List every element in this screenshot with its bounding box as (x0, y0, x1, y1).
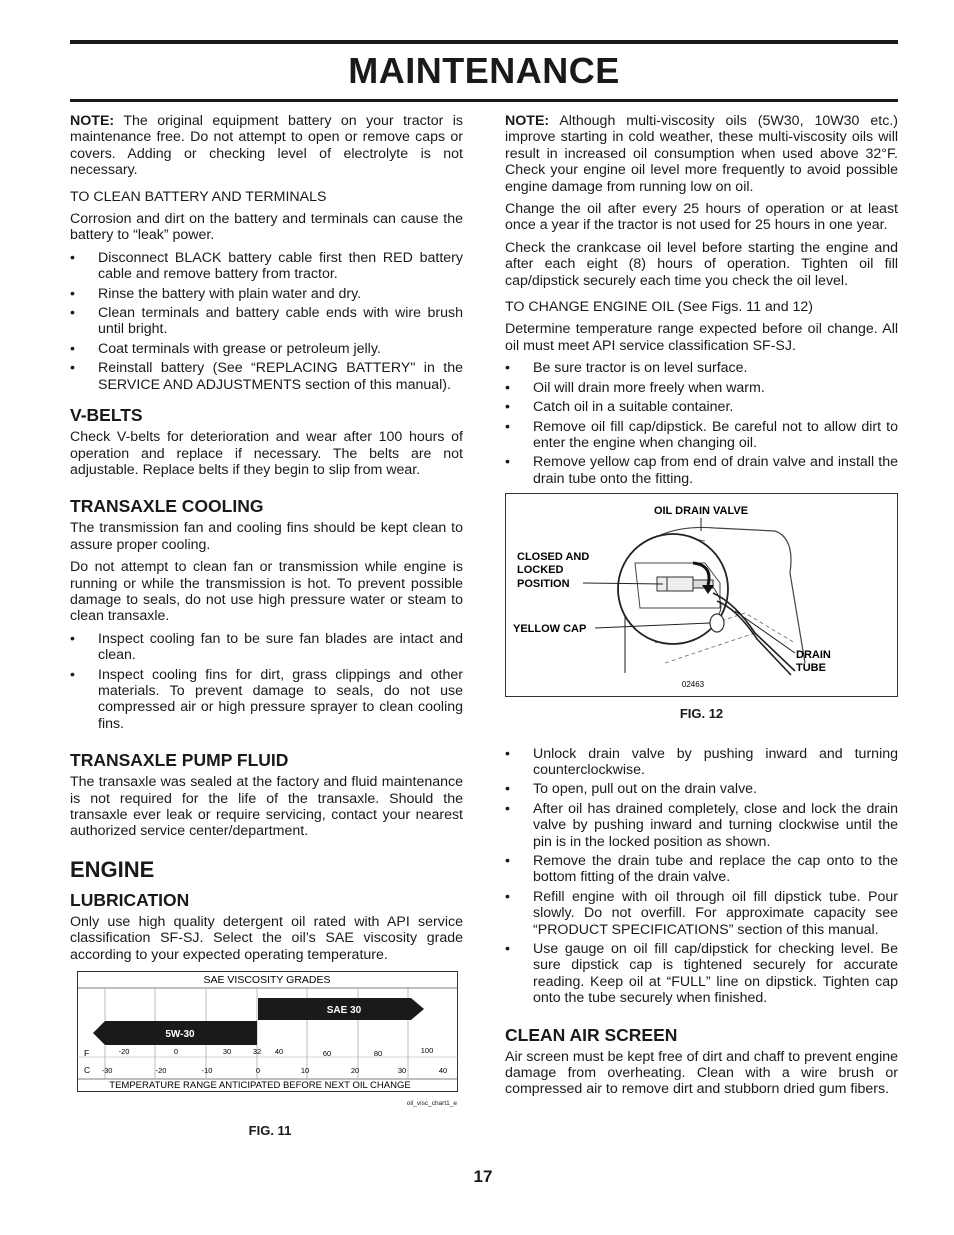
f-tick: 60 (322, 1049, 332, 1059)
transaxle-cooling-p2: Do not attempt to clean fan or transmission while engine is running or while the transmission is hot. To prevent possible damage to seals, do not use high pressure water or steam to clean transaxle. (70, 559, 463, 625)
pump-fluid-heading: TRANSAXLE PUMP FLUID (70, 750, 289, 771)
vbelts-heading: V-BELTS (70, 405, 143, 426)
label-closed-3: POSITION (517, 578, 570, 591)
battery-steps (70, 250, 463, 393)
list-item: • Be sure tractor is on level surface. (505, 360, 898, 376)
c-tick: 10 (300, 1066, 310, 1076)
label-oil-drain-valve: OIL DRAIN VALVE (653, 505, 749, 518)
list-item: • Reinstall battery (See “REPLACING BATTERY" in the SERVICE AND ADJUSTMENTS section of this manual). (70, 360, 463, 393)
check-level: Check the crankcase oil level before starting the engine and after each eight (8) hours of operation. Tighten oil fill cap/dipstick securely each time you check the oil level. (505, 239, 898, 289)
page-number: 17 (473, 1167, 493, 1186)
figure-12 (505, 493, 898, 721)
c-tick: 40 (438, 1066, 448, 1076)
yellow-cap (710, 614, 724, 632)
battery-heading: TO CLEAN BATTERY AND TERMINALS (70, 188, 327, 205)
f-tick: 32 (252, 1047, 262, 1057)
list-item: • Catch oil in a suitable container. (505, 399, 898, 415)
figure-11-caption: FIG. 11 (248, 1122, 292, 1138)
left-column (70, 113, 463, 1139)
f-tick: -20 (118, 1047, 130, 1057)
label-closed-1: CLOSED AND (517, 551, 590, 564)
note-text: The original equipment battery on your tractor is maintenance free. Do not attempt to open or remove caps or covers. Adding or checking level of electrolyte is not necessary. (70, 113, 463, 179)
bar-5w-30-label: 5W-30 (165, 1029, 195, 1041)
label-drain-2: TUBE (796, 662, 826, 675)
c-tick: 20 (350, 1066, 360, 1076)
note-text: Although multi-viscosity oils (5W30, 10W30 etc.) improve starting in cold weather, these multi-viscosity oils will result in increased oil consumption when used above 32°F. Check your engine oil level more frequently to avoid possible engine damage from running low on oil. (505, 113, 898, 195)
f-tick: 30 (222, 1047, 232, 1057)
celsius-label: C (84, 1065, 91, 1076)
list-item: • Disconnect BLACK battery cable first then RED battery cable and remove battery from tractor. (70, 250, 463, 283)
air-screen-text: Air screen must be kept free of dirt and chaff to prevent engine damage from overheating. Clean with a wire brush or compressed air to remove dirt and stubborn dried gum fibers. (505, 1048, 898, 1098)
list-item: • Clean terminals and battery cable ends with wire brush until bright. (70, 305, 463, 338)
label-yellow-cap: YELLOW CAP (513, 623, 587, 636)
oil-drain-valve-illustration (505, 493, 898, 697)
figure-code: 02463 (681, 680, 705, 690)
list-item: • After oil has drained completely, close and lock the drain valve by pushing inward and turning clockwise until the pin is in the locked position as shown. (505, 801, 898, 850)
c-tick: -10 (201, 1066, 213, 1076)
list-item: • Unlock drain valve by pushing inward and turning counterclockwise. (505, 746, 898, 779)
list-item: • Refill engine with oil through oil fill dipstick tube. Pour slowly. Do not overfill. For approximate capacity see “PRODUCT SPECIFICATIONS” section of this manual. (505, 889, 898, 938)
list-item: • Remove oil fill cap/dipstick. Be careful not to allow dirt to enter the engine when changing oil. (505, 419, 898, 452)
chart-code: oil_visc_chart1_e (406, 1100, 457, 1108)
note-label: NOTE: (505, 113, 550, 129)
lubrication-text: Only use high quality detergent oil rated with API service classification SF-SJ. Select the oil’s SAE viscosity grade according to your expected operating temperature. (70, 913, 463, 963)
battery-note (70, 113, 463, 179)
f-tick: 100 (420, 1046, 434, 1056)
c-tick: 30 (397, 1066, 407, 1076)
c-tick: 0 (255, 1066, 261, 1076)
air-screen-heading: CLEAN AIR SCREEN (505, 1024, 678, 1045)
transaxle-cooling-heading: TRANSAXLE COOLING (70, 496, 264, 517)
change-heading: TO CHANGE ENGINE OIL (See Figs. 11 and 12) (505, 299, 814, 316)
c-tick: -20 (155, 1066, 167, 1076)
oil-note (505, 113, 898, 195)
list-item: • Inspect cooling fins for dirt, grass clippings and other materials. To prevent damage to seals, do not use compressed air or high pressure sprayer to clean cooling fins. (70, 667, 463, 733)
list-item: • To open, pull out on the drain valve. (505, 781, 898, 797)
list-item: • Oil will drain more freely when warm. (505, 380, 898, 396)
engine-heading: ENGINE (70, 856, 155, 882)
change-interval: Change the oil after every 25 hours of operation or at least once a year if the tractor is not used for 25 hours in one year. (505, 201, 898, 234)
label-closed-2: LOCKED (517, 564, 564, 577)
list-item: • Remove the drain tube and replace the cap onto to the bottom fitting of the drain valve. (505, 853, 898, 886)
chart-title: SAE VISCOSITY GRADES (203, 974, 331, 987)
note-label: NOTE: (70, 113, 115, 129)
transaxle-cooling-p1: The transmission fan and cooling fins should be kept clean to assure proper cooling. (70, 520, 463, 553)
fahrenheit-label: F (84, 1048, 90, 1059)
change-steps (505, 360, 898, 487)
list-item: • Rinse the battery with plain water and dry. (70, 286, 463, 302)
temp-range: Determine temperature range expected before oil change. All oil must meet API service classification SF-SJ. (505, 321, 898, 354)
list-item: • Coat terminals with grease or petroleum jelly. (70, 341, 463, 357)
bar-sae-30-label: SAE 30 (326, 1005, 362, 1017)
transaxle-cooling-steps (70, 631, 463, 732)
list-item: • Use gauge on oil fill cap/dipstick for checking level. Be sure dipstick cap is tightened securely for accurate reading. Keep oil at “FULL” line on dipstick. Tighten cap onto the tube securely when finished. (505, 941, 898, 1007)
f-tick: 0 (173, 1047, 179, 1057)
label-drain-1: DRAIN (796, 649, 831, 662)
header-rule-bottom (70, 99, 898, 102)
chart-footer: TEMPERATURE RANGE ANTICIPATED BEFORE NEXT OIL CHANGE (109, 1080, 411, 1092)
figure-11 (77, 971, 463, 1139)
list-item: • Inspect cooling fan to be sure fan blades are intact and clean. (70, 631, 463, 664)
lubrication-heading: LUBRICATION (70, 889, 190, 910)
list-item: • Remove yellow cap from end of drain valve and install the drain tube onto the fitting. (505, 454, 898, 487)
f-tick: 80 (373, 1049, 383, 1059)
sae-viscosity-chart (77, 971, 458, 1095)
figure-12-caption: FIG. 12 (679, 705, 724, 721)
header-rule-top (70, 40, 898, 44)
vbelts-text: Check V-belts for deterioration and wear after 100 hours of operation and replace if necessary. The belts are not adjustable. Replace belts if they begin to slip from wear. (70, 429, 463, 478)
battery-intro: Corrosion and dirt on the battery and terminals can cause the battery to “leak” power. (70, 211, 463, 244)
pump-fluid-text: The transaxle was sealed at the factory and fluid maintenance is not required for the life of the transaxle. Should the transaxle ever leak or require servicing, contact your nearest authorized service center/department. (70, 774, 463, 840)
right-column (505, 113, 898, 1104)
c-tick: -30 (101, 1066, 113, 1076)
f-tick: 40 (274, 1047, 284, 1057)
drain-steps (505, 746, 898, 1007)
page-title: MAINTENANCE (348, 50, 620, 91)
